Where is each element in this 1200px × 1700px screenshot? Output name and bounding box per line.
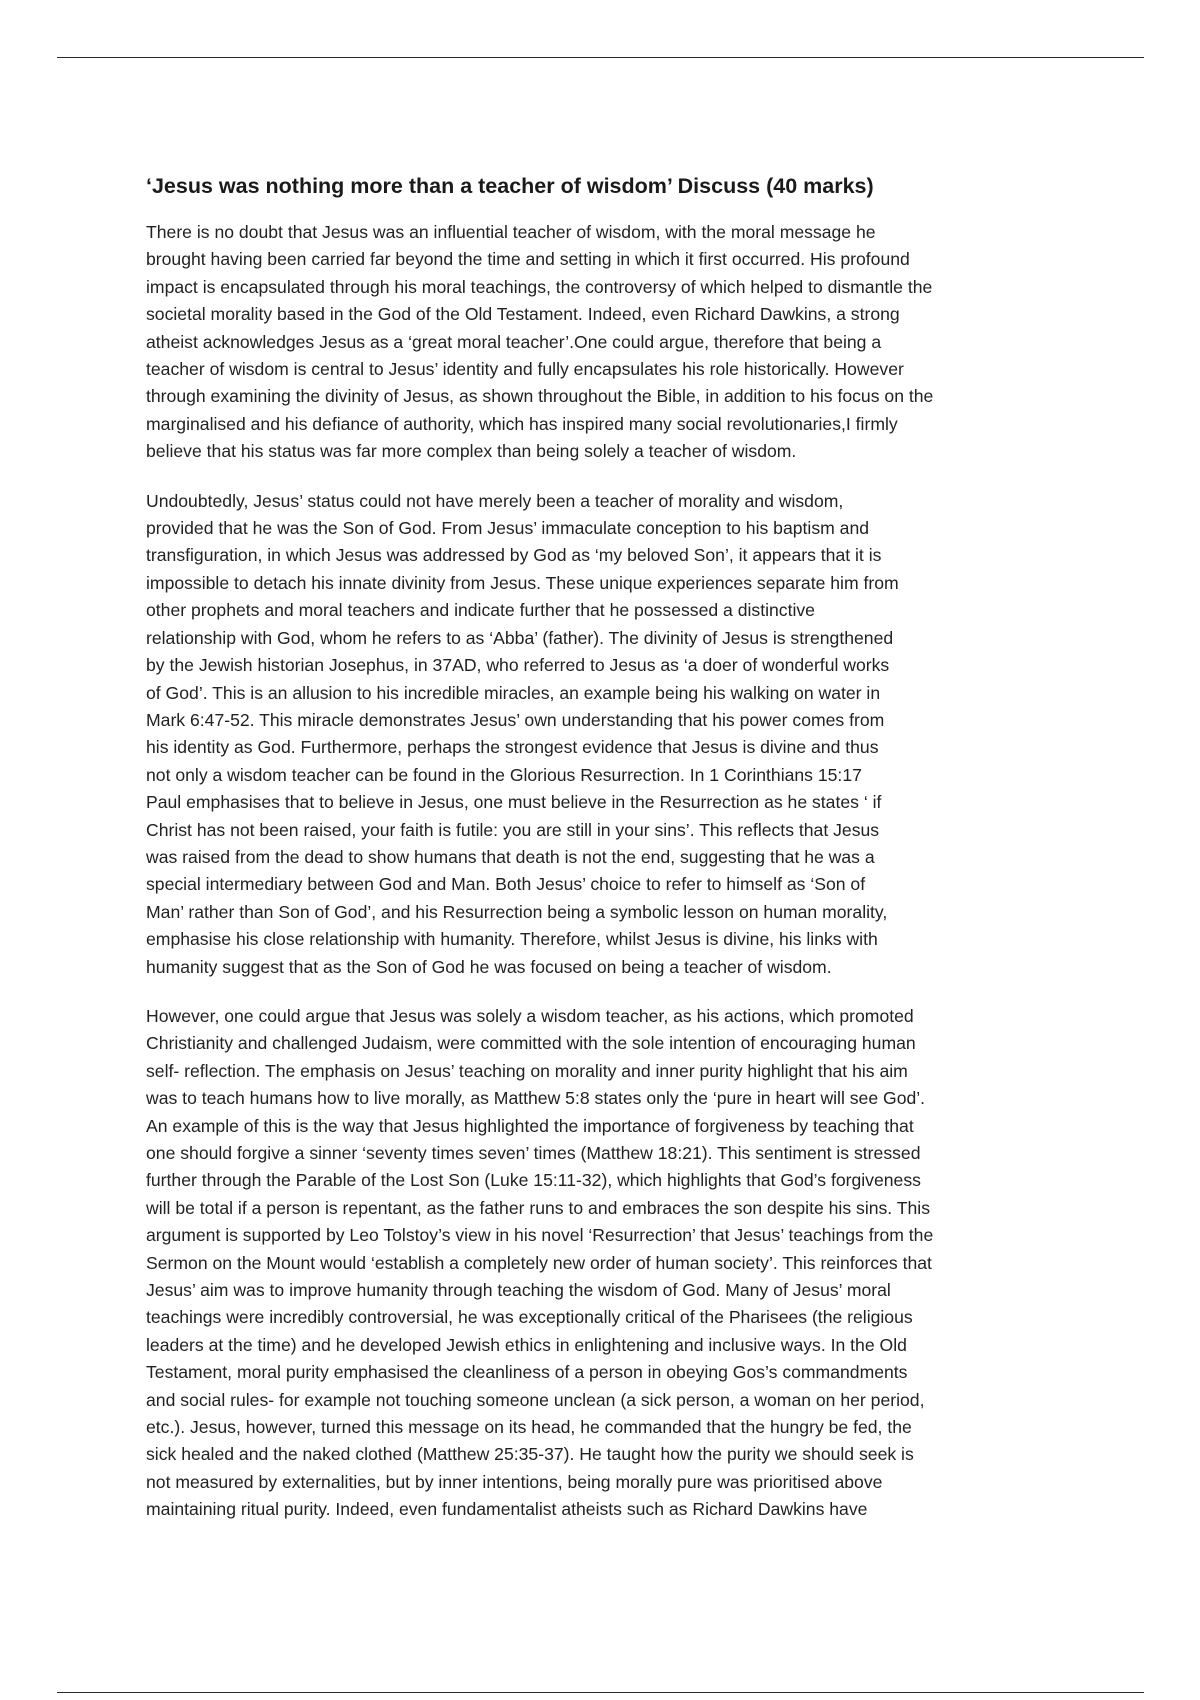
paragraph-intro: There is no doubt that Jesus was an influential teacher of wisdom, with the moral message he brought having been carried far beyond the time and setting in which it first occurred. His profound impact is encapsulated through his moral teachings, the controversy of which helped to dismantle the societal morality based in the God of the Old Testament. Indeed, even Richard Dawkins, a strong atheist acknowledges Jesus as a ‘great moral teacher’.One could argue, therefore that being a teacher of wisdom is central to Jesus’ identity and fully encapsulates his role historically. However through examining the divinity of Jesus, as shown throughout the Bible, in addition to his focus on the marginalised and his defiance of authority, which has inspired many social revolutionaries,I firmly believe that his status was far more complex than being solely a teacher of wisdom. (146, 222, 934, 462)
paragraph-wisdom-teacher: However, one could argue that Jesus was solely a wisdom teacher, as his actions, which promoted Christianity and challenged Judaism, were committed with the sole intention of encouraging human self- reflection. The emphasis on Jesus’ teaching on morality and inner purity highlight that his aim was to teach humans how to live morally, as Matthew 5:8 states only the ‘pure in heart will see God’. An example of this is the way that Jesus highlighted the importance of forgiveness by teaching that one should forgive a sinner ‘seventy times seven’ times (Matthew 18:21). This sentiment is stressed further through the Parable of the Lost Son (Luke 15:11-32), which highlights that God’s forgiveness will be total if a person is repentant, as the father runs to and embraces the son despite his sins. This argument is supported by Leo Tolstoy’s view in his novel ‘Resurrection’ that Jesus’ teachings from the Sermon on the Mount would ‘establish a completely new order of human society’. This reinforces that Jesus’ aim was to improve humanity through teaching the wisdom of God. Many of Jesus’ moral teachings were incredibly controversial, he was exceptionally critical of the Pharisees (the religious leaders at the time) and he developed Jewish ethics in enlightening and inclusive ways. In the Old Testament, moral purity emphasised the cleanliness of a person in obeying Gos’s commandments and social rules- for example not touching someone unclean (a sick person, a woman on her period, etc.). Jesus, however, turned this message on its head, he commanded that the hungry be fed, the sick healed and the naked clothed (Matthew 25:35-37). He taught how the purity we should seek is not measured by externalities, but by inner intentions, being morally pure was prioritised above maintaining ritual purity. Indeed, even fundamentalist atheists such as Richard Dawkins have (146, 1005, 934, 1520)
footer-rule (57, 1692, 1144, 1693)
essay-title: ‘Jesus was nothing more than a teacher of wisdom’ Discuss (40 marks) (146, 174, 874, 198)
paragraph-divinity: Undoubtedly, Jesus’ status could not have merely been a teacher of morality and wisdom, provided that he was the Son of God. From Jesus’ immaculate conception to his baptism and transfiguration, in which Jesus was addressed by God as ‘my beloved Son’, it appears that it is impossible to detach his innate divinity from Jesus. These unique experiences separate him from other prophets and moral teachers and indicate further that he possessed a distinctive relationship with God, whom he refers to as ‘Abba’ (father). The divinity of Jesus is strengthened by the Jewish historian Josephus, in 37AD, who referred to Jesus as ‘a doer of wonderful works of God’. This is an allusion to his incredible miracles, an example being his walking on water in Mark 6:47-52. This miracle demonstrates Jesus’ own understanding that his power comes from his identity as God. Furthermore, perhaps the strongest evidence that Jesus is divine and thus not only a wisdom teacher can be found in the Glorious Resurrection. In 1 Corinthians 15:17 Paul emphasises that to believe in Jesus, one must believe in the Resurrection as he states ‘ if Christ has not been raised, your faith is futile: you are still in your sins’. This reflects that Jesus was raised from the dead to show humans that death is not the end, suggesting that he was a special intermediary between God and Man. Both Jesus’ choice to refer to himself as ‘Son of Man’ rather than Son of God’, and his Resurrection being a symbolic lesson on human morality, emphasise his close relationship with humanity. Therefore, whilst Jesus is divine, his links with humanity suggest that as the Son of God he was focused on being a teacher of wisdom. (146, 490, 899, 977)
header-rule (57, 57, 1144, 58)
document-body (146, 172, 1061, 1546)
